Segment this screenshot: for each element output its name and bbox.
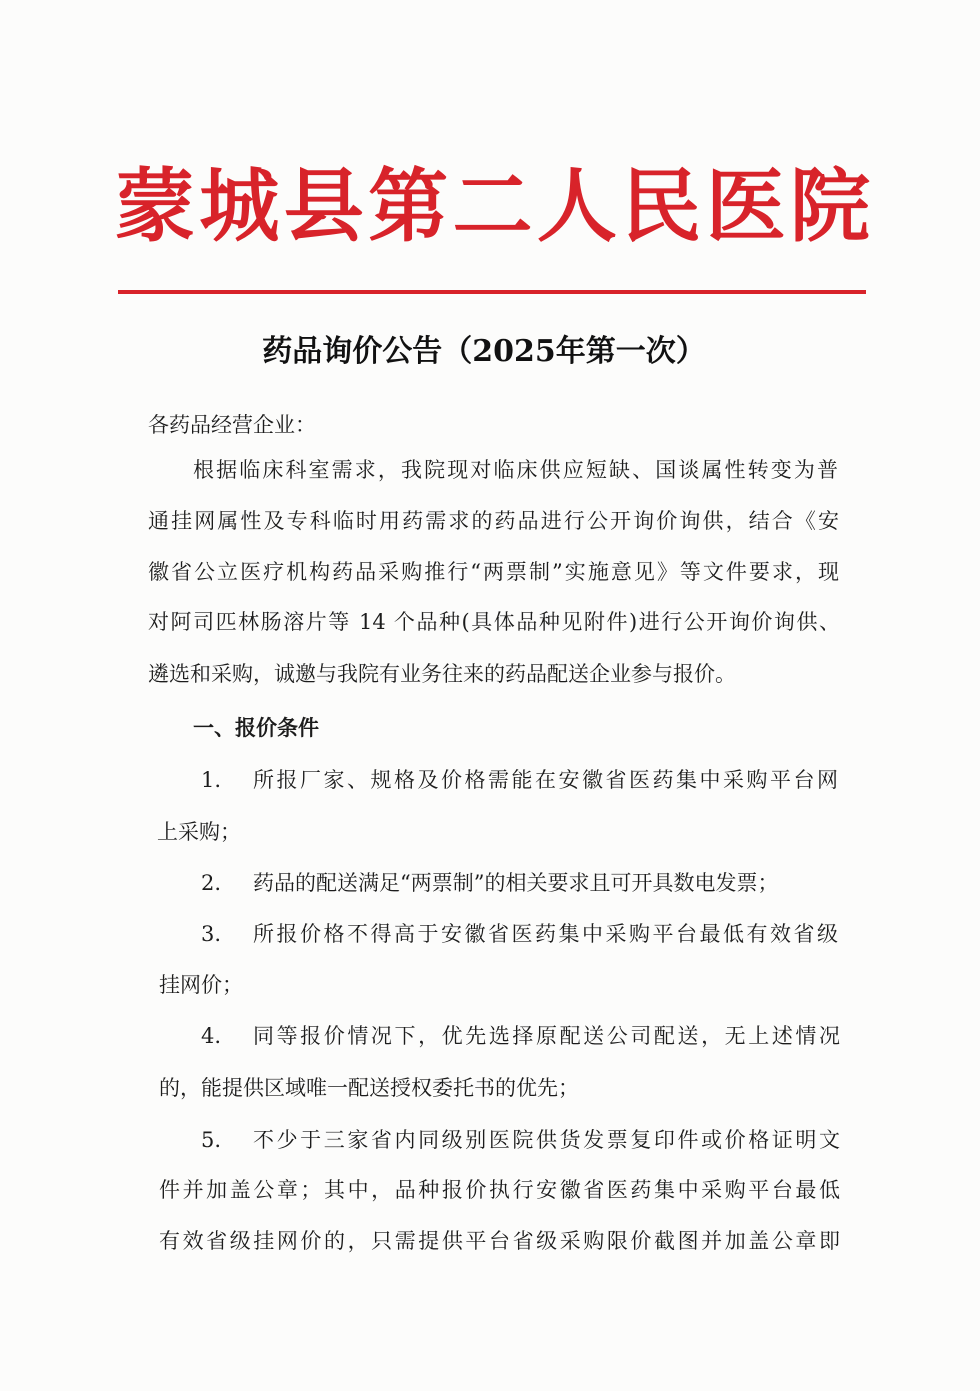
- condition-line: 件并加盖公章；其中，品种报价执行安徽省医药集中采购平台最低: [159, 1178, 840, 1202]
- condition-line: 的，能提供区域唯一配送授权委托书的优先；: [159, 1076, 579, 1100]
- letterhead-red-rule: [118, 290, 866, 294]
- intro-line: 通挂网属性及专科临时用药需求的药品进行公开询价询供，结合《安: [148, 509, 839, 533]
- condition-number: 4.: [201, 1024, 222, 1048]
- salutation: 各药品经营企业：: [148, 413, 316, 437]
- condition-line: 不少于三家省内同级别医院供货发票复印件或价格证明文: [253, 1128, 840, 1152]
- intro-line: 徽省公立医疗机构药品采购推行“两票制”实施意见》等文件要求，现: [148, 560, 839, 584]
- condition-number: 3.: [201, 922, 222, 946]
- document-title: 药品询价公告（2025年第一次）: [262, 334, 706, 369]
- condition-line: 所报价格不得高于安徽省医药集中采购平台最低有效省级: [253, 922, 838, 946]
- condition-line: 挂网价；: [159, 973, 243, 997]
- condition-line: 有效省级挂网价的，只需提供平台省级采购限价截图并加盖公章即: [159, 1229, 840, 1253]
- condition-number: 2.: [201, 871, 222, 895]
- condition-line: 上采购；: [157, 820, 241, 844]
- condition-line: 同等报价情况下，优先选择原配送公司配送，无上述情况: [253, 1024, 840, 1048]
- section-heading: 一、报价条件: [193, 715, 319, 740]
- intro-line: 遴选和采购，诚邀与我院有业务往来的药品配送企业参与报价。: [148, 662, 736, 686]
- condition-number: 1.: [201, 768, 222, 792]
- intro-line: 根据临床科室需求，我院现对临床供应短缺、国谈属性转变为普: [193, 458, 838, 482]
- condition-number: 5.: [201, 1128, 222, 1152]
- condition-line: 所报厂家、规格及价格需能在安徽省医药集中采购平台网: [253, 768, 838, 792]
- intro-line: 对阿司匹林肠溶片等 14 个品种(具体品种见附件)进行公开询价询供、: [148, 610, 840, 634]
- condition-line: 药品的配送满足“两票制”的相关要求且可开具数电发票；: [253, 871, 779, 895]
- letterhead-org-name: 蒙城县第二人民医院: [115, 160, 870, 252]
